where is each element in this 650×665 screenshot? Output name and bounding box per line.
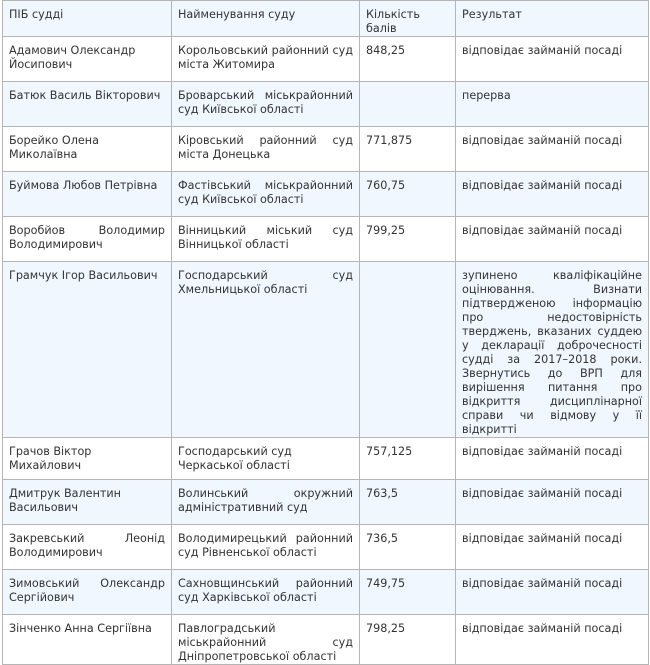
cell-court: Володимирецький районний суд Рівненської області (172, 525, 360, 570)
judges-evaluation-table (2, 0, 649, 665)
cell-court: Вінницький міський суд Вінницької області (172, 217, 360, 262)
table-row (3, 82, 649, 127)
cell-court: Господарський суд Хмельницької області (172, 262, 360, 438)
cell-score: 771,875 (360, 127, 456, 172)
cell-result: зупинено кваліфікаційне оцінювання. Визнати підтвердженою інформацію про недостовірність тверджень, вказаних суддею у декларації доброчесності судді за 2017–2018 роки. Звернутись до ВРП для вирішення питання про відкриття дисциплінарної справи чи відмову у її відкритті (456, 262, 649, 438)
header-name: ПІБ судді (3, 1, 172, 37)
cell-name: Грачов Віктор Михайлович (3, 438, 172, 480)
cell-score: 798,25 (360, 615, 456, 665)
cell-result: відповідає займаній посаді (456, 172, 649, 217)
cell-name: Батюк Василь Вікторович (3, 82, 172, 127)
cell-court: Фастівський міськрайонний суд Київської області (172, 172, 360, 217)
cell-result: відповідає займаній посаді (456, 480, 649, 525)
cell-name: Адамович Олександр Йосипович (3, 37, 172, 82)
cell-court: Броварський міськрайонний суд Київської області (172, 82, 360, 127)
cell-score: 760,75 (360, 172, 456, 217)
cell-result: відповідає займаній посаді (456, 127, 649, 172)
cell-score (360, 82, 456, 127)
cell-result: перерва (456, 82, 649, 127)
table-row (3, 615, 649, 665)
cell-result: відповідає займаній посаді (456, 570, 649, 615)
header-result: Результат (456, 1, 649, 37)
cell-court: Корольовський районний суд міста Житомира (172, 37, 360, 82)
cell-score: 799,25 (360, 217, 456, 262)
cell-score (360, 262, 456, 438)
cell-court: Кіровський районний суд міста Донецька (172, 127, 360, 172)
cell-name: Зимовський Олександр Сергійович (3, 570, 172, 615)
table-row (3, 438, 649, 480)
cell-court: Сахновщинський районний суд Харківської області (172, 570, 360, 615)
cell-name: Зінченко Анна Сергіївна (3, 615, 172, 665)
cell-name: Буймова Любов Петрівна (3, 172, 172, 217)
table-row (3, 262, 649, 438)
table-row (3, 480, 649, 525)
table-row (3, 127, 649, 172)
cell-name: Закревський Леонід Володимирович (3, 525, 172, 570)
table-row (3, 525, 649, 570)
header-court: Найменування суду (172, 1, 360, 37)
cell-score: 749,75 (360, 570, 456, 615)
table-row (3, 172, 649, 217)
cell-court: Волинський окружний адміністративний суд (172, 480, 360, 525)
cell-name: Грамчук Ігор Васильович (3, 262, 172, 438)
cell-score: 763,5 (360, 480, 456, 525)
cell-score: 757,125 (360, 438, 456, 480)
header-score: Кількість балів (360, 1, 456, 37)
table-header-row (3, 1, 649, 37)
cell-score: 736,5 (360, 525, 456, 570)
table-row (3, 570, 649, 615)
cell-name: Воробйов Володимир Володимирович (3, 217, 172, 262)
cell-result: відповідає займаній посаді (456, 525, 649, 570)
cell-name: Дмитрук Валентин Васильович (3, 480, 172, 525)
cell-court: Павлоградський міськрайонний суд Дніпропетровської області (172, 615, 360, 665)
cell-score: 848,25 (360, 37, 456, 82)
cell-result: відповідає займаній посаді (456, 37, 649, 82)
cell-court: Господарський суд Черкаської області (172, 438, 360, 480)
cell-result: відповідає займаній посаді (456, 217, 649, 262)
table-row (3, 37, 649, 82)
cell-name: Борейко Олена Миколаївна (3, 127, 172, 172)
cell-result: відповідає займаній посаді (456, 615, 649, 665)
cell-result: відповідає займаній посаді (456, 438, 649, 480)
table-row (3, 217, 649, 262)
